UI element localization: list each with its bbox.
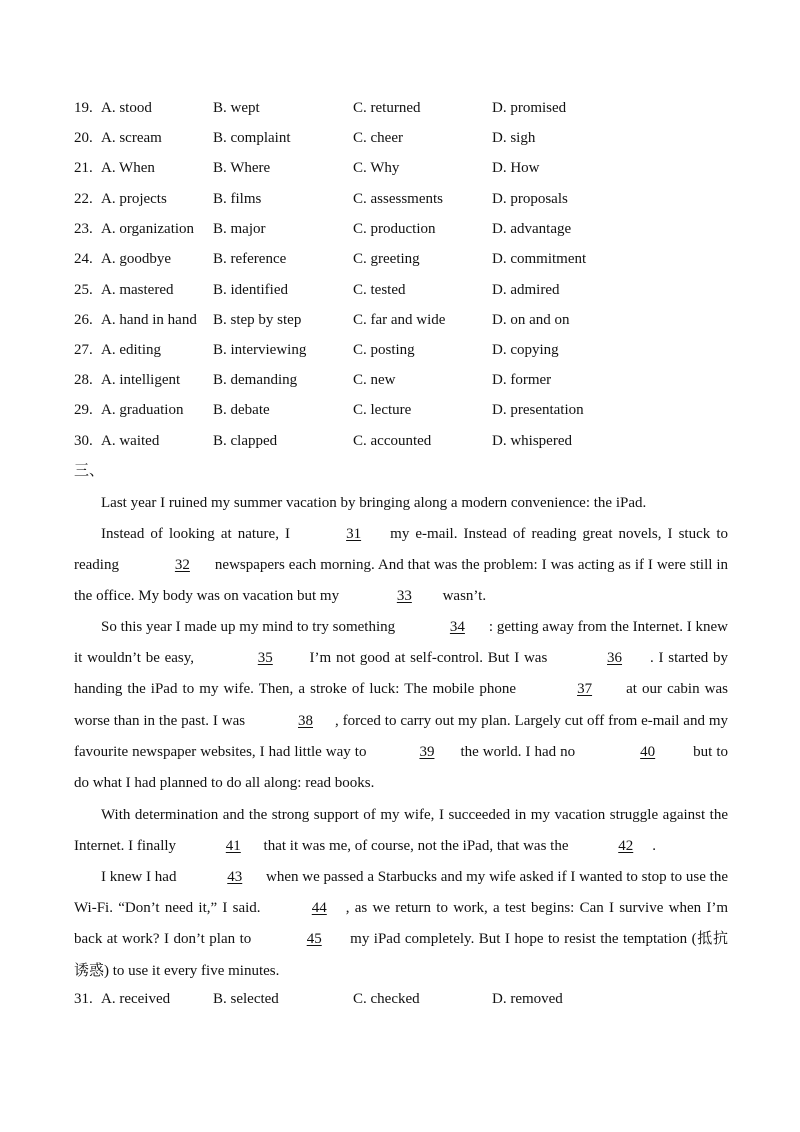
passage-paragraph-5 (74, 862, 728, 987)
option-a: A. mastered (101, 282, 174, 298)
option-c: C. tested (353, 282, 406, 298)
passage-text: So this year I made up my mind to try something (101, 619, 399, 635)
blank-41: 41 (225, 838, 241, 855)
option-c: C. posting (353, 342, 415, 358)
option-a: A. projects (101, 191, 167, 207)
option-b: B. identified (213, 282, 288, 298)
option-b: B. clapped (213, 433, 278, 449)
question-number: 26. (74, 312, 93, 328)
option-b: B. wept (213, 100, 260, 116)
blank-32: 32 (174, 557, 190, 574)
option-b: B. step by step (213, 312, 302, 328)
option-a: A. scream (101, 130, 162, 146)
blank-37: 37 (577, 681, 593, 698)
blank-44: 44 (311, 900, 327, 917)
option-c: C. greeting (353, 251, 420, 267)
passage-text: , forced to carry out my plan. Largely cut off from e-mail and my favourite newspaper websites, I had little way to (74, 712, 728, 760)
option-a: A. When (101, 160, 155, 176)
option-b: B. Where (213, 160, 271, 176)
question-number: 25. (74, 282, 93, 298)
passage-paragraph-3 (74, 612, 728, 799)
option-d: D. copying (492, 342, 559, 358)
option-b: B. major (213, 221, 266, 237)
passage-text: , as we return to work, a test begins: Can I survive when I’m back at work? I don’t plan to (74, 900, 729, 948)
question-number: 23. (74, 221, 93, 237)
passage-text: : getting away from the Internet. I knew it wouldn’t be easy, (74, 619, 728, 667)
option-c: C. accounted (353, 433, 432, 449)
option-b: B. films (213, 191, 262, 207)
passage-text: the world. I had no (456, 743, 580, 760)
blank-31: 31 (346, 526, 362, 542)
blank-39: 39 (419, 743, 435, 760)
passage-text: I knew I had (101, 869, 181, 885)
passage-text: but to do what I had planned to do all along: read books. (74, 743, 728, 792)
question-number: 29. (74, 402, 93, 418)
option-a: A. intelligent (101, 372, 181, 388)
blank-42: 42 (618, 838, 634, 855)
passage-text: at our cabin was worse than in the past. I was (74, 681, 728, 729)
option-a: A. stood (101, 100, 152, 116)
option-c: C. checked (353, 991, 420, 1007)
option-a: A. hand in hand (101, 312, 197, 328)
option-a: A. waited (101, 433, 160, 449)
option-d: D. proposals (492, 191, 568, 207)
question-number: 30. (74, 433, 93, 449)
question-number: 20. (74, 130, 93, 146)
passage-paragraph-2 (74, 519, 728, 613)
passage-text: that it was me, of course, not the iPad, that was the (259, 838, 573, 855)
question-number: 24. (74, 251, 93, 267)
passage-paragraph-4 (74, 800, 728, 862)
passage-text: wasn’t. (438, 588, 487, 605)
option-c: C. assessments (353, 191, 443, 207)
option-d: D. commitment (492, 251, 587, 267)
option-c: C. far and wide (353, 312, 446, 328)
passage-text: . I started by handing the iPad to my wife. Then, a stroke of luck: The mobile phone (74, 650, 728, 698)
passage-paragraph-1: Last year I ruined my summer vacation by bringing along a modern convenience: the iPad. (101, 495, 647, 511)
option-a: A. graduation (101, 402, 184, 418)
blank-34: 34 (449, 619, 465, 635)
passage-text: my iPad completely. But I hope to resist the temptation (抵抗诱惑) to use it every five minutes. (74, 931, 728, 979)
blank-38: 38 (298, 712, 313, 729)
option-c: C. new (353, 372, 396, 388)
blank-36: 36 (607, 650, 623, 667)
option-c: C. returned (353, 100, 421, 116)
option-c: C. Why (353, 160, 400, 176)
option-d: D. whispered (492, 433, 572, 449)
option-a: A. organization (101, 221, 195, 237)
option-d: D. removed (492, 991, 563, 1007)
passage-text: Instead of looking at nature, I (101, 526, 297, 542)
passage-text: With determination and the strong support of my wife, I succeeded in my vacation struggle against the Internet. I finally (74, 807, 728, 855)
option-b: B. demanding (213, 372, 298, 388)
option-d: D. admired (492, 282, 560, 298)
option-b: B. selected (213, 991, 279, 1007)
blank-33: 33 (396, 588, 412, 605)
passage-text: my e-mail. Instead of reading great novels, I stuck to reading (74, 526, 728, 574)
passage-text: newspapers each morning. And that was the problem: I was acting as if I were still in the office. My body was on vacation but my (74, 557, 728, 605)
option-b: B. reference (213, 251, 287, 267)
question-number: 27. (74, 342, 93, 358)
option-a: A. received (101, 991, 171, 1007)
option-d: D. former (492, 372, 552, 388)
passage-text: when we passed a Starbucks and my wife asked if I wanted to stop to use the Wi-Fi. “Don’t need it,” I said. (74, 869, 728, 917)
passage-text: . (652, 838, 656, 855)
passage-text: I’m not good at self-control. But I was (304, 650, 553, 667)
option-d: D. advantage (492, 221, 572, 237)
option-d: D. promised (492, 100, 567, 116)
option-b: B. interviewing (213, 342, 307, 358)
option-a: A. goodbye (101, 251, 171, 267)
option-b: B. debate (213, 402, 270, 418)
option-d: D. on and on (492, 312, 570, 328)
option-b: B. complaint (213, 130, 291, 146)
blank-35: 35 (257, 650, 273, 667)
blank-40: 40 (640, 743, 656, 760)
question-number: 19. (74, 100, 93, 116)
blank-45: 45 (306, 931, 322, 948)
option-d: D. How (492, 160, 540, 176)
question-number: 28. (74, 372, 93, 388)
option-d: D. presentation (492, 402, 584, 418)
question-number: 31. (74, 991, 93, 1007)
option-a: A. editing (101, 342, 161, 358)
section-heading: 三、 (74, 463, 105, 479)
option-c: C. production (353, 221, 436, 237)
option-c: C. lecture (353, 402, 412, 418)
question-number: 21. (74, 160, 93, 176)
option-c: C. cheer (353, 130, 403, 146)
blank-43: 43 (227, 869, 243, 885)
option-d: D. sigh (492, 130, 536, 146)
question-number: 22. (74, 191, 93, 207)
